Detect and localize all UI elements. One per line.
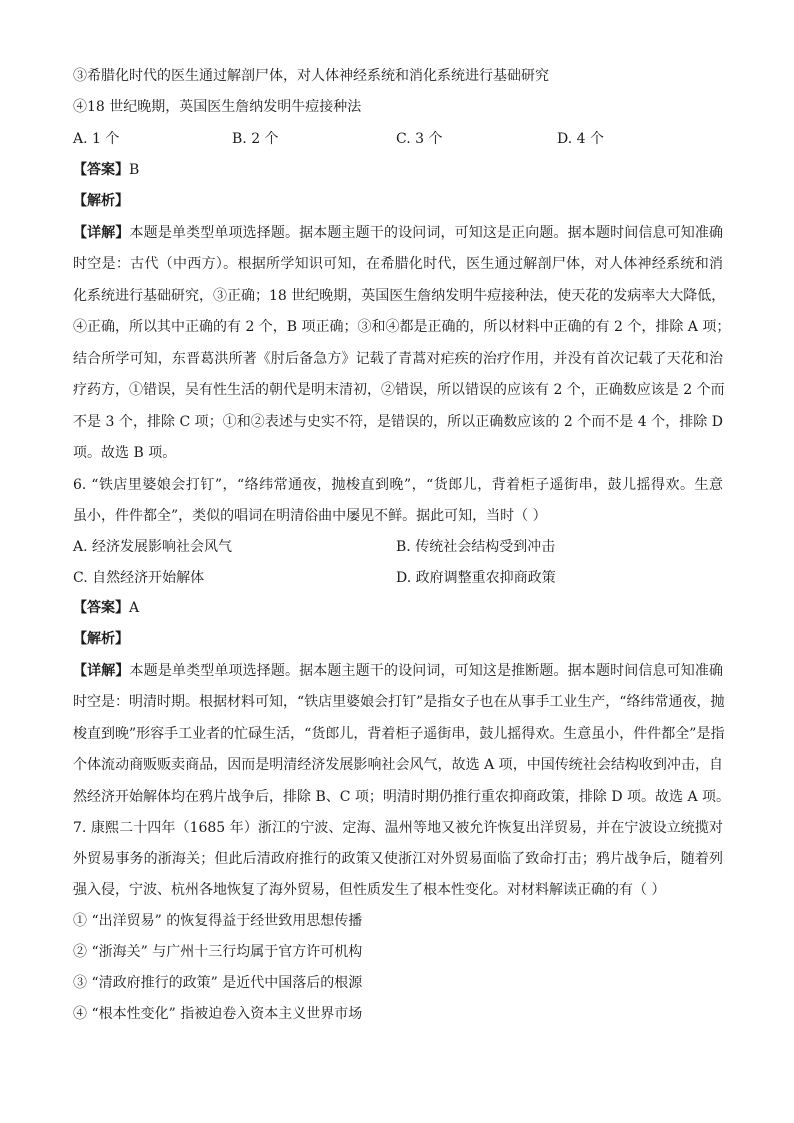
q5-item-4: ④18 世纪晚期，英国医生詹纳发明牛痘接种法 xyxy=(73,99,362,115)
q5-detail-line: 疗药方，①错误，吴有性生活的朝代是明末清初，②错误，所以错误的应该有 2 个，正确数应该是 2 个而 xyxy=(73,382,725,398)
q6-detail-line: 个体流动商贩贩卖商品，因而是明清经济发展影响社会风气，故选 A 项，中国传统社会结构收到冲击，自 xyxy=(73,757,723,773)
answer-tag: 【答案】 xyxy=(73,162,129,178)
detail-tag: 【详解】 xyxy=(73,225,130,241)
q6-answer xyxy=(73,598,723,618)
answer-value: A xyxy=(129,600,140,616)
q6-option-c: C. 自然经济开始解体 xyxy=(73,570,205,586)
q5-detail-line: 化系统进行基础研究，③正确；18 世纪晚期，英国医生詹纳发明牛痘接种法，使天花的发病率大大降低， xyxy=(73,288,726,304)
q7-stem-line: 外贸易事务的浙海关；但此后清政府推行的政策又使浙江对外贸易面临了致命打击；鸦片战争后，随着列 xyxy=(73,851,723,867)
answer-tag: 【答案】 xyxy=(73,600,129,616)
q5-detail-line: 不是 3 个，排除 C 项；①和②表述与史实不符，是错误的，所以正确数应该的 2 个而不是 4 个，排除 D xyxy=(73,414,723,430)
q7-item-1: ① “出洋贸易” 的恢复得益于经世致用思想传播 xyxy=(73,913,363,929)
q7-item-2: ② “浙海关” 与广州十三行均属于官方许可机构 xyxy=(73,944,363,960)
q5-option-a: A. 1 个 xyxy=(73,131,120,147)
q5-detail-line: ④正确，所以其中正确的有 2 个，B 项正确；③和④都是正确的，所以材料中正确的有 2 个，排除 A 项； xyxy=(73,319,731,335)
q5-analysis-label: 【解析】 xyxy=(73,193,129,209)
q6-stem-line: 虽小，件件都全”，类似的唱词在明清俗曲中屡见不鲜。据此可知，当时（ ） xyxy=(73,508,547,524)
q5-option-c: C. 3 个 xyxy=(396,131,443,147)
q6-detail-line: 时空是：明清时期。根据材料可知，“铁店里婆娘会打钉”是指女子也在从事手工业生产，“络纬常通夜，抛 xyxy=(73,694,725,710)
q6-stem-line: 6. “铁店里婆娘会打钉”，“络纬常通夜，抛梭直到晚”，“货郎儿，背着柜子遥街串，鼓儿摇得欢。生意 xyxy=(73,477,723,493)
q5-detail-line: 【详解】本题是单类型单项选择题。据本题主题干的设问词，可知这是正向题。据本题时间信息可知准确 xyxy=(73,225,724,241)
q5-item-3: ③希腊化时代的医生通过解剖尸体，对人体神经系统和消化系统进行基础研究 xyxy=(73,68,549,84)
q7-item-4: ④ “根本性变化” 指被迫卷入资本主义世界市场 xyxy=(73,1006,363,1022)
q5-detail-line: 项。故选 B 项。 xyxy=(73,445,177,461)
q7-item-3: ③ “清政府推行的政策” 是近代中国落后的根源 xyxy=(73,975,363,991)
q6-option-d: D. 政府调整重农抑商政策 xyxy=(396,570,556,586)
q6-detail-line: 梭直到晚”形容手工业者的忙碌生活，“货郎儿，背着柜子遥街串，鼓儿摇得欢。生意虽小，件件都全”是指 xyxy=(73,726,725,742)
q6-detail-line: 【详解】本题是单类型单项选择题。据本题主题干的设问词，可知这是推断题。据本题时间信息可知准确 xyxy=(73,663,724,679)
q6-option-a: A. 经济发展影响社会风气 xyxy=(73,539,233,555)
q5-answer xyxy=(73,160,723,180)
q5-detail-line: 时空是：古代（中西方）。根据所学知识可知，在希腊化时代，医生通过解剖尸体，对人体神经系统和消 xyxy=(73,256,723,272)
answer-value: B xyxy=(129,162,140,178)
q5-detail-line: 结合所学可知，东晋葛洪所著《肘后备急方》记载了青蒿对疟疾的治疗作用，并没有首次记载了天花和治 xyxy=(73,351,723,367)
q7-stem-line: 强入侵，宁波、杭州各地恢复了海外贸易，但性质发生了根本性变化。对材料解读正确的有（ ） xyxy=(73,882,666,898)
q5-option-d: D. 4 个 xyxy=(557,131,604,147)
q7-stem-line: 7. 康熙二十四年（1685 年）浙江的宁波、定海、温州等地又被允许恢复出洋贸易，并在宁波设立统揽对 xyxy=(73,820,723,836)
q6-detail-line: 然经济开始解体均在鸦片战争后，排除 B、C 项；明清时期仍推行重农抑商政策，排除 D 项。故选 A 项。 xyxy=(73,789,731,805)
q5-option-b: B. 2 个 xyxy=(232,131,279,147)
q6-option-b: B. 传统社会结构受到冲击 xyxy=(396,539,556,555)
detail-tag: 【详解】 xyxy=(73,663,130,679)
q6-analysis-label: 【解析】 xyxy=(73,631,129,647)
